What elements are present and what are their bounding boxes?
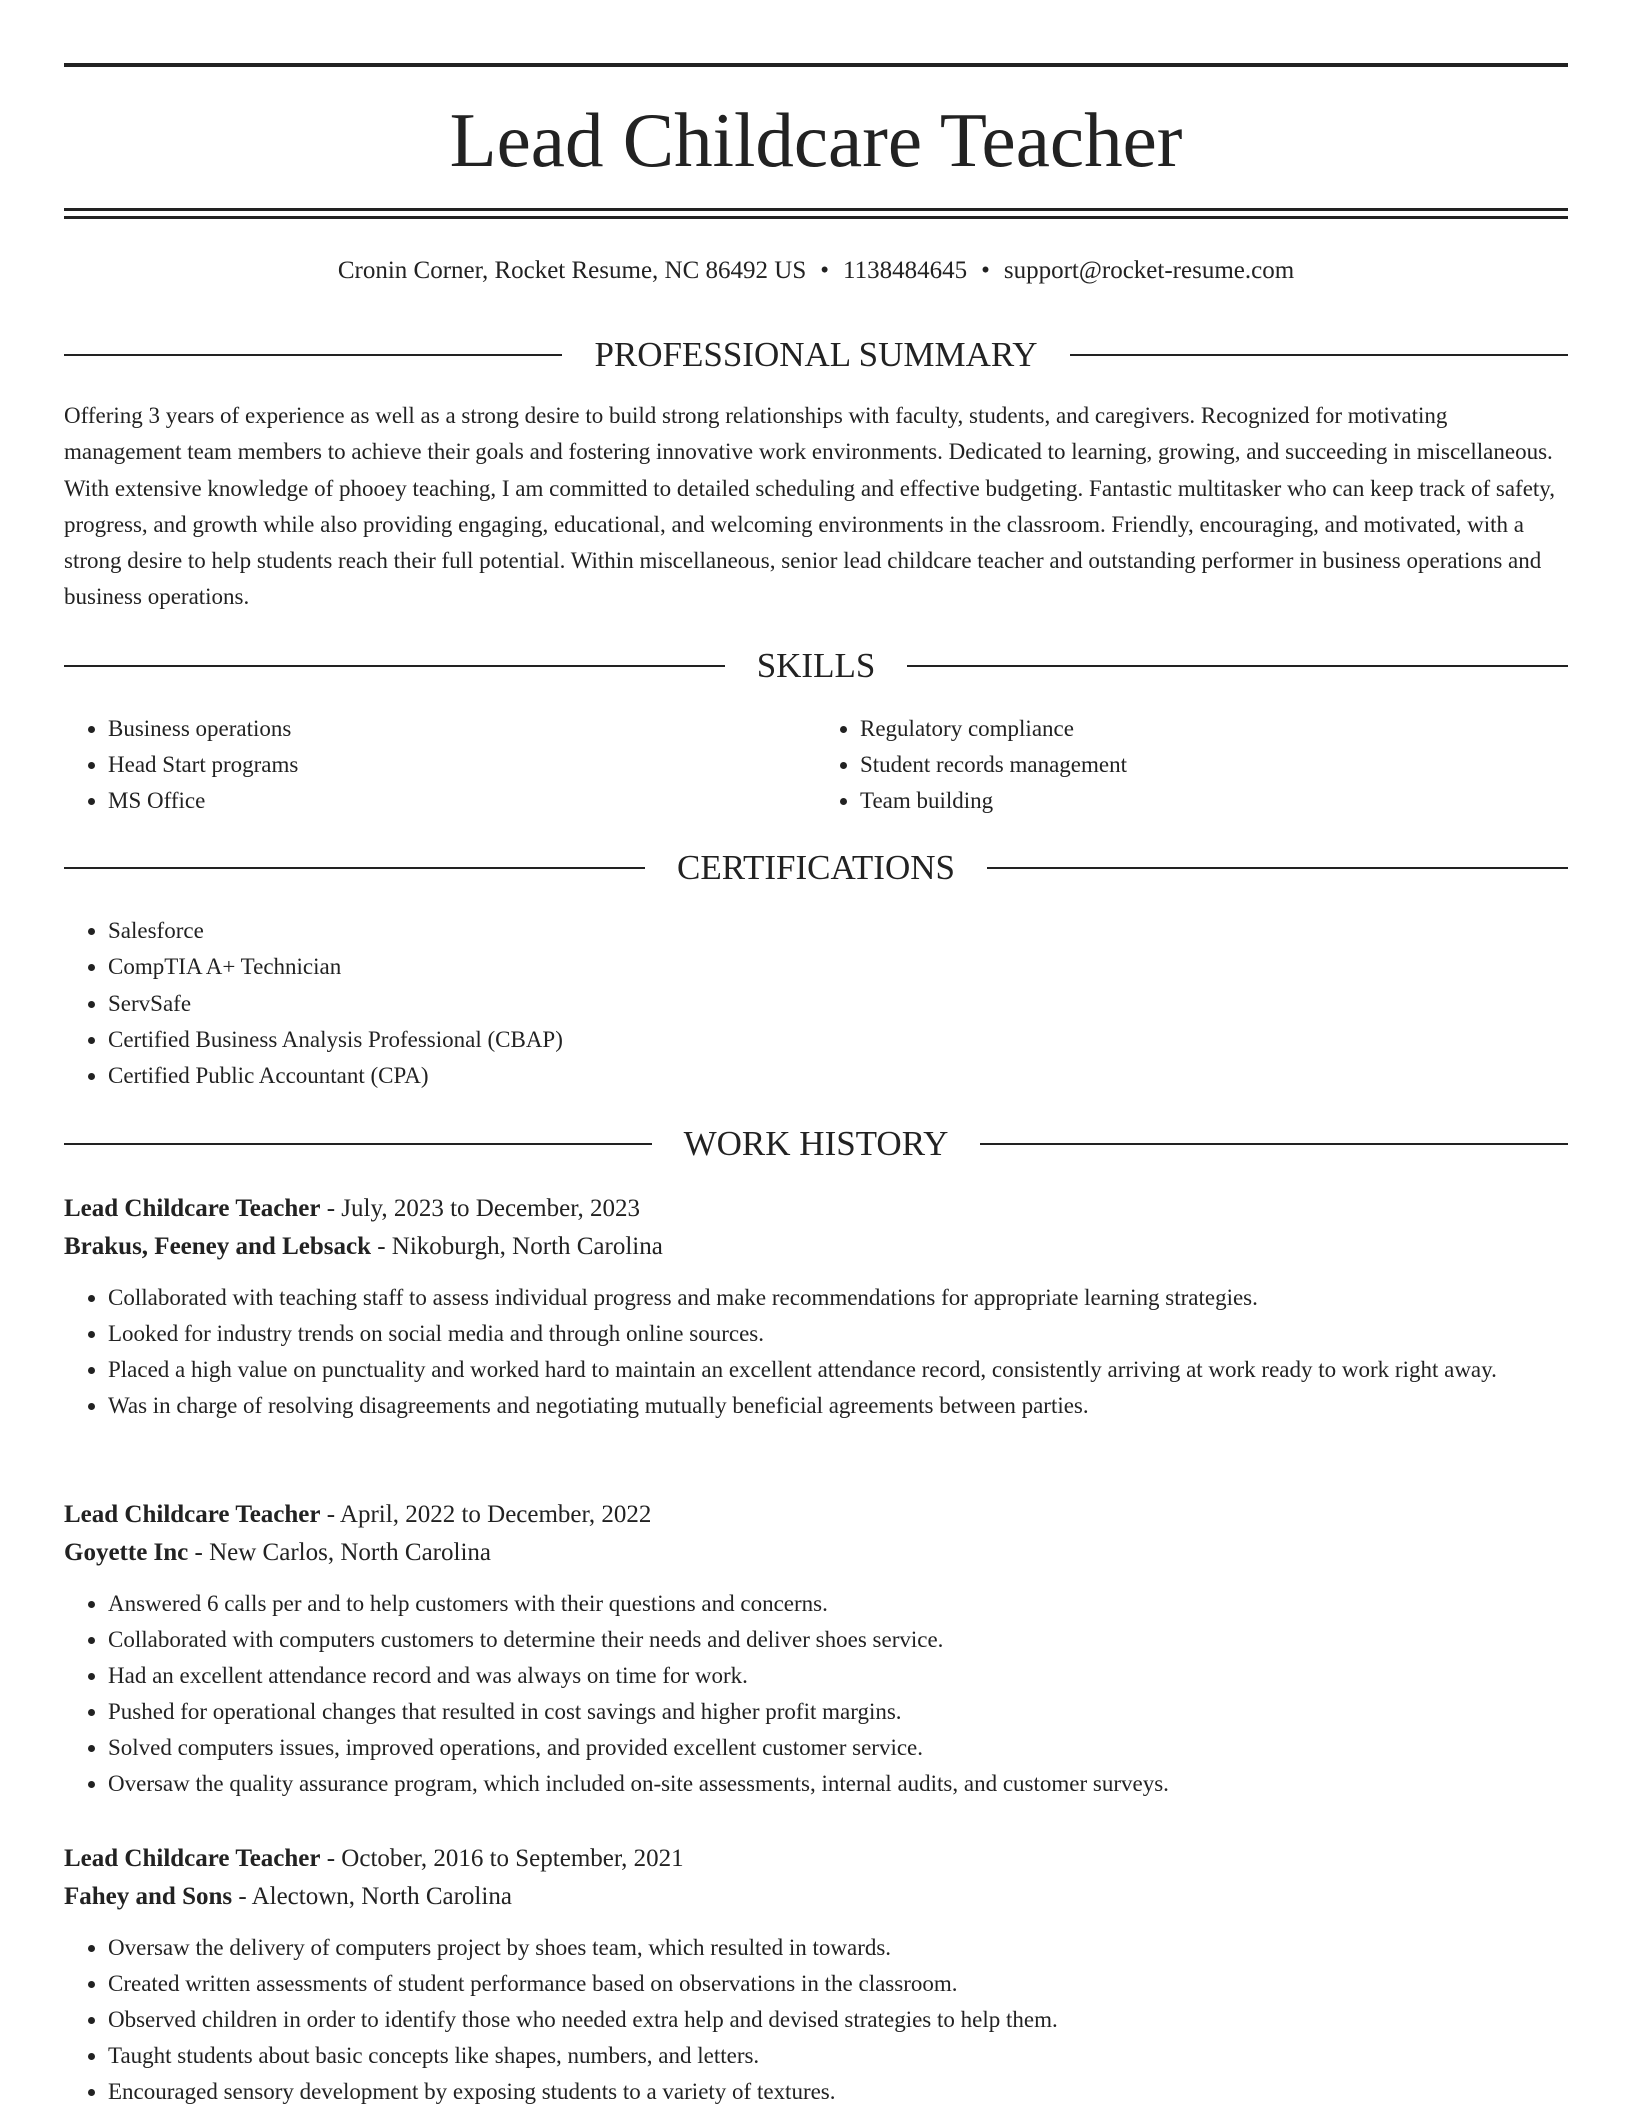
heading-rule (987, 867, 1568, 869)
list-item: • Placed a high value on punctuality and worked hard to maintain an excellent attendance record, consistently arriving at work ready to work right away. (108, 1352, 1568, 1388)
list-item: • Answered 6 calls per and to help customers with their questions and concerns. (108, 1586, 1568, 1622)
contact-separator: • (820, 257, 830, 284)
list-item: • CompTIA A+ Technician (108, 949, 1568, 985)
job-location: - Nikoburgh, North Carolina (370, 1233, 663, 1260)
list-item: • Salesforce (108, 913, 1568, 949)
list-item: • Encouraged sensory development by exposing students to a variety of textures. (108, 2074, 1568, 2110)
resume-name: Lead Childcare Teacher (449, 97, 1183, 183)
heading-rule (64, 1143, 652, 1145)
contact-phone: 1138484645 (843, 257, 968, 284)
list-item: • Taught students about basic concepts like shapes, numbers, and letters. (108, 2038, 1568, 2074)
contact-email[interactable]: support@rocket-resume.com (1003, 257, 1295, 284)
certifications-list (64, 913, 1568, 1094)
header-double-rule-lower (64, 216, 1568, 219)
list-item: • Pushed for operational changes that resulted in cost savings and higher profit margins. (108, 1694, 1568, 1730)
list-item: • Team building (860, 783, 1568, 819)
list-item: • Collaborated with computers customers to determine their needs and deliver shoes service. (108, 1622, 1568, 1658)
heading-rule (907, 665, 1568, 667)
heading-rule (64, 354, 562, 356)
skills-column-left (64, 711, 816, 819)
job-title: Lead Childcare Teacher (64, 1845, 321, 1872)
section-title: SKILLS (756, 646, 876, 685)
contact-address: Cronin Corner, Rocket Resume, NC 86492 US (337, 257, 807, 284)
job-title-line (64, 1496, 1568, 1534)
contact-separator: • (981, 257, 990, 284)
job-company-line (64, 1228, 1568, 1266)
job-company: Goyette Inc (64, 1539, 189, 1566)
job-dates: - April, 2022 to December, 2022 (320, 1501, 652, 1528)
list-item: • Looked for industry trends on social media and through online sources. (108, 1316, 1568, 1352)
section-heading-work-history (64, 1122, 1568, 1166)
list-item: • Solved computers issues, improved operations, and provided excellent customer service. (108, 1730, 1568, 1766)
heading-rule (980, 1143, 1568, 1145)
list-item: • Was in charge of resolving disagreements and negotiating mutually beneficial agreements between parties. (108, 1388, 1568, 1424)
list-item: • Certified Public Accountant (CPA) (108, 1058, 1568, 1094)
list-item: • Certified Business Analysis Professional (CBAP) (108, 1022, 1568, 1058)
section-title: WORK HISTORY (683, 1124, 949, 1163)
job-title: Lead Childcare Teacher (64, 1195, 321, 1222)
job-entry (64, 1496, 1568, 1802)
list-item: • Student records management (860, 747, 1568, 783)
job-company: Fahey and Sons (64, 1883, 233, 1910)
job-dates: - July, 2023 to December, 2023 (320, 1195, 641, 1222)
job-title: Lead Childcare Teacher (64, 1501, 321, 1528)
job-title-line (64, 1840, 1568, 1878)
list-item: • Oversaw the quality assurance program, which included on-site assessments, internal audits, and customer surveys. (108, 1766, 1568, 1802)
job-location: - New Carlos, North Carolina (188, 1539, 491, 1566)
contact-line (64, 254, 1568, 288)
job-title-line (64, 1190, 1568, 1228)
header-top-rule (64, 63, 1568, 67)
section-heading-certifications (64, 846, 1568, 890)
list-item: • Collaborated with teaching staff to assess individual progress and make recommendations for appropriate learning strategies. (108, 1280, 1568, 1316)
heading-rule (64, 665, 725, 667)
list-item: • ServSafe (108, 986, 1568, 1022)
list-item: • Head Start programs (108, 747, 816, 783)
heading-rule (64, 867, 645, 869)
job-entry (64, 1190, 1568, 1424)
heading-rule (1070, 354, 1568, 356)
summary-paragraph: Offering 3 years of experience as well as a strong desire to build strong relationships with faculty, students, and caregivers. Recognized for motivating management team members to achieve their goals and fostering innovative work environments. Dedicated to learning, growing, and succeeding in miscellaneous. With extensive knowledge of phooey teaching, I am committed to detailed scheduling and effective budgeting. Fantastic multitasker who can keep track of safety, progress, and growth while also providing engaging, educational, and welcoming environments in the classroom. Friendly, encouraging, and motivated, with a strong desire to help students reach their full potential. Within miscellaneous, senior lead childcare teacher and outstanding performer in business operations and business operations. (64, 403, 1556, 610)
list-item: • Observed children in order to identify those who needed extra help and devised strategies to help them. (108, 2002, 1568, 2038)
job-company-line (64, 1878, 1568, 1916)
section-title: PROFESSIONAL SUMMARY (594, 335, 1038, 374)
list-item: • Regulatory compliance (860, 711, 1568, 747)
job-dates: - October, 2016 to September, 2021 (320, 1845, 684, 1872)
job-duties (64, 1280, 1568, 1424)
list-item: • MS Office (108, 783, 816, 819)
section-title: CERTIFICATIONS (677, 848, 955, 887)
job-company-line (64, 1534, 1568, 1572)
job-company: Brakus, Feeney and Lebsack (64, 1233, 371, 1260)
job-location: - Alectown, North Carolina (232, 1883, 512, 1910)
list-item: • Oversaw the delivery of computers project by shoes team, which resulted in towards. (108, 1930, 1568, 1966)
skills-column-right (816, 711, 1568, 819)
job-duties (64, 1930, 1568, 2110)
job-entry (64, 1840, 1568, 2110)
list-item: • Business operations (108, 711, 816, 747)
skills-list (64, 711, 1568, 819)
list-item: • Created written assessments of student performance based on observations in the classroom. (108, 1966, 1568, 2002)
header-double-rule-upper (64, 208, 1568, 211)
job-duties (64, 1586, 1568, 1802)
section-heading-summary (64, 333, 1568, 377)
section-heading-skills (64, 644, 1568, 688)
list-item: • Had an excellent attendance record and was always on time for work. (108, 1658, 1568, 1694)
